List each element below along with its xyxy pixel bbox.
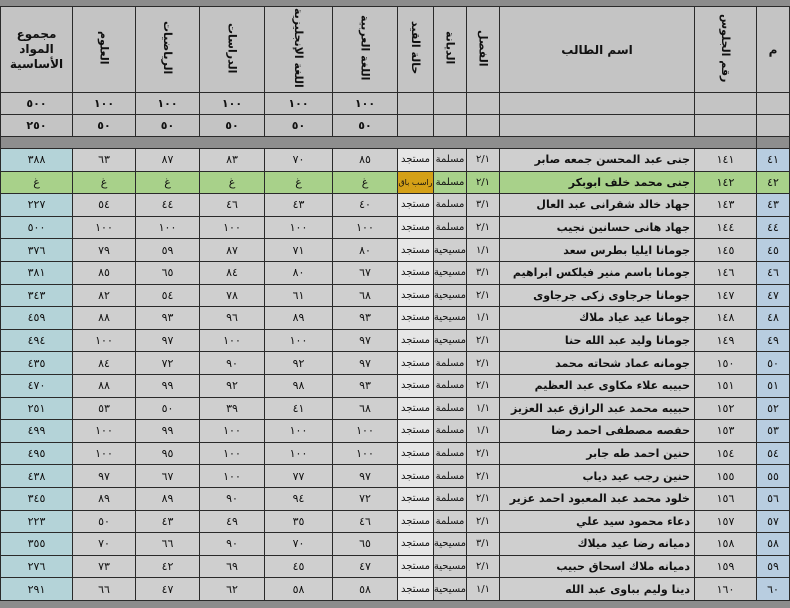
score-math: ٩٥ — [136, 442, 200, 465]
header-math: الرياضيات — [136, 7, 200, 93]
score-social-studies: ٧٨ — [200, 284, 265, 307]
class: ٢/١ — [467, 329, 500, 352]
header-index: م — [757, 7, 790, 93]
student-name: دينا وليم بباوى عبد الله — [500, 578, 695, 601]
student-name: حبيبه علاء مكاوى عبد العظيم — [500, 374, 695, 397]
score-total: ٤٩٥ — [1, 442, 73, 465]
table-row — [1, 578, 790, 601]
score-english: ٦١ — [265, 284, 333, 307]
score-math: ٨٧ — [136, 149, 200, 172]
score-arabic: ٨٠ — [333, 239, 398, 262]
seat-number: ١٥٣ — [695, 420, 757, 443]
score-english: ٤١ — [265, 397, 333, 420]
score-social-studies: ٦٢ — [200, 578, 265, 601]
religion: مسلمة — [434, 420, 467, 443]
table-row — [1, 533, 790, 556]
enrollment-status: مستجد — [398, 533, 434, 556]
score-science: ٨٨ — [73, 307, 136, 330]
score-english: ٤٣ — [265, 194, 333, 217]
row-index: ٥١ — [757, 374, 790, 397]
score-total: ٤٣٥ — [1, 352, 73, 375]
seat-number: ١٦٠ — [695, 578, 757, 601]
score-arabic: ٦٨ — [333, 397, 398, 420]
score-social-studies: ١٠٠ — [200, 420, 265, 443]
score-total: ٣٥٥ — [1, 533, 73, 556]
header-arabic: اللغة العربية — [333, 7, 398, 93]
enrollment-status: مستجد — [398, 442, 434, 465]
score-social-studies: ٤٦ — [200, 194, 265, 217]
table-row — [1, 374, 790, 397]
score-arabic: ٦٨ — [333, 284, 398, 307]
row-index: ٤٦ — [757, 261, 790, 284]
score-english: ٨٩ — [265, 307, 333, 330]
enrollment-status: مستجد — [398, 578, 434, 601]
header-seat-number: رقم الجلوس — [695, 7, 757, 93]
student-name: جومانا وليد عبد الله حنا — [500, 329, 695, 352]
score-math: ٦٥ — [136, 261, 200, 284]
table-row — [1, 487, 790, 510]
religion: مسيحية — [434, 261, 467, 284]
table-row — [1, 307, 790, 330]
class: ٢/١ — [467, 374, 500, 397]
score-science: ١٠٠ — [73, 216, 136, 239]
score-english: ٤٥ — [265, 555, 333, 578]
score-math: ٨٩ — [136, 487, 200, 510]
enrollment-status: مستجد — [398, 329, 434, 352]
row-index: ٥٣ — [757, 420, 790, 443]
score-social-studies: ٤٩ — [200, 510, 265, 533]
table-row — [1, 239, 790, 262]
religion: مسيحية — [434, 578, 467, 601]
enrollment-status: مستجد — [398, 397, 434, 420]
student-name: جنى محمد خلف ابوبكر — [500, 171, 695, 194]
religion: مسلمة — [434, 487, 467, 510]
score-social-studies: ١٠٠ — [200, 442, 265, 465]
score-arabic: ١٠٠ — [333, 420, 398, 443]
enrollment-status: مستجد — [398, 352, 434, 375]
score-social-studies: ٨٤ — [200, 261, 265, 284]
enrollment-status: مستجد — [398, 307, 434, 330]
class: ٣/١ — [467, 261, 500, 284]
enrollment-status: مستجد — [398, 239, 434, 262]
score-science: ٨٤ — [73, 352, 136, 375]
class: ١/١ — [467, 578, 500, 601]
score-science: ٨٩ — [73, 487, 136, 510]
seat-number: ١٤٣ — [695, 194, 757, 217]
score-science: ٧٩ — [73, 239, 136, 262]
student-name: جومانا باسم منير فيلكس ابراهيم — [500, 261, 695, 284]
seat-number: ١٥٤ — [695, 442, 757, 465]
score-social-studies: ٨٧ — [200, 239, 265, 262]
score-total: ٤٥٩ — [1, 307, 73, 330]
score-science: ١٠٠ — [73, 329, 136, 352]
table-row — [1, 442, 790, 465]
class: ٢/١ — [467, 149, 500, 172]
score-english: ٧١ — [265, 239, 333, 262]
row-index: ٥٩ — [757, 555, 790, 578]
score-arabic: ٦٥ — [333, 533, 398, 556]
max-social-studies: ١٠٠ — [200, 93, 265, 115]
score-english: ١٠٠ — [265, 329, 333, 352]
score-social-studies: ٩٠ — [200, 487, 265, 510]
seat-number: ١٥٠ — [695, 352, 757, 375]
score-total: ٢٢٧ — [1, 194, 73, 217]
score-math: ٥٠ — [136, 397, 200, 420]
score-math: ٤٤ — [136, 194, 200, 217]
score-arabic: ٩٧ — [333, 465, 398, 488]
max-math: ١٠٠ — [136, 93, 200, 115]
religion: مسلمة — [434, 510, 467, 533]
score-english: ٧٧ — [265, 465, 333, 488]
row-index: ٥٨ — [757, 533, 790, 556]
score-total: ٢٥١ — [1, 397, 73, 420]
score-math: ٩٩ — [136, 420, 200, 443]
score-social-studies: ١٠٠ — [200, 216, 265, 239]
pass-science: ٥٠ — [73, 115, 136, 137]
student-name: دميانه ملاك اسحاق حبيب — [500, 555, 695, 578]
score-math: غ — [136, 171, 200, 194]
class: ٢/١ — [467, 555, 500, 578]
row-index: ٤٩ — [757, 329, 790, 352]
table-row — [1, 465, 790, 488]
max-english: ١٠٠ — [265, 93, 333, 115]
religion: مسلمة — [434, 171, 467, 194]
pass-math: ٥٠ — [136, 115, 200, 137]
table-row — [1, 261, 790, 284]
class: ١/١ — [467, 239, 500, 262]
score-total: ٣٤٣ — [1, 284, 73, 307]
score-science: ٧٠ — [73, 533, 136, 556]
enrollment-status: مستجد — [398, 510, 434, 533]
score-science: ٥٣ — [73, 397, 136, 420]
row-index: ٦٠ — [757, 578, 790, 601]
row-index: ٤٥ — [757, 239, 790, 262]
class: ٢/١ — [467, 487, 500, 510]
table-row — [1, 555, 790, 578]
score-social-studies: ٦٩ — [200, 555, 265, 578]
student-name: جهاد هانى حسانين نجيب — [500, 216, 695, 239]
religion: مسلمة — [434, 149, 467, 172]
max-arabic: ١٠٠ — [333, 93, 398, 115]
class: ٢/١ — [467, 171, 500, 194]
religion: مسلمة — [434, 374, 467, 397]
student-name: حنين رجب عيد دياب — [500, 465, 695, 488]
score-science: ٦٣ — [73, 149, 136, 172]
table-row — [1, 284, 790, 307]
score-social-studies: ٩٢ — [200, 374, 265, 397]
seat-number: ١٥١ — [695, 374, 757, 397]
score-social-studies: غ — [200, 171, 265, 194]
row-index: ٥٧ — [757, 510, 790, 533]
score-science: ٥٠ — [73, 510, 136, 533]
class: ٢/١ — [467, 510, 500, 533]
score-arabic: ٨٥ — [333, 149, 398, 172]
score-total: ٥٠٠ — [1, 216, 73, 239]
row-index: ٥٤ — [757, 442, 790, 465]
score-english: ٥٨ — [265, 578, 333, 601]
score-english: ١٠٠ — [265, 442, 333, 465]
score-arabic: ٩٣ — [333, 307, 398, 330]
header-social-studies: الدراسات — [200, 7, 265, 93]
enrollment-status: راسب باق — [398, 171, 434, 194]
table-row — [1, 352, 790, 375]
seat-number: ١٤٢ — [695, 171, 757, 194]
table-row — [1, 194, 790, 217]
religion: مسيحية — [434, 239, 467, 262]
class: ٢/١ — [467, 216, 500, 239]
class: ٢/١ — [467, 284, 500, 307]
header-science: العلوم — [73, 7, 136, 93]
row-index: ٥٥ — [757, 465, 790, 488]
student-name: جومانا ايليا بطرس سعد — [500, 239, 695, 262]
score-social-studies: ٨٣ — [200, 149, 265, 172]
enrollment-status: مستجد — [398, 465, 434, 488]
score-arabic: ٧٢ — [333, 487, 398, 510]
score-math: ٩٩ — [136, 374, 200, 397]
enrollment-status: مستجد — [398, 216, 434, 239]
enrollment-status: مستجد — [398, 194, 434, 217]
score-arabic: ٩٣ — [333, 374, 398, 397]
row-index: ٤٧ — [757, 284, 790, 307]
seat-number: ١٤٤ — [695, 216, 757, 239]
enrollment-status: مستجد — [398, 261, 434, 284]
religion: مسيحية — [434, 307, 467, 330]
row-index: ٤٣ — [757, 194, 790, 217]
enrollment-status: مستجد — [398, 555, 434, 578]
header-total: مجموع المواد الأساسية — [1, 7, 73, 93]
score-social-studies: ٣٩ — [200, 397, 265, 420]
score-social-studies: ٩٦ — [200, 307, 265, 330]
score-english: ١٠٠ — [265, 420, 333, 443]
score-arabic: ٩٧ — [333, 352, 398, 375]
class: ٢/١ — [467, 352, 500, 375]
seat-number: ١٥٨ — [695, 533, 757, 556]
row-index: ٥٦ — [757, 487, 790, 510]
score-arabic: ٥٨ — [333, 578, 398, 601]
score-arabic: ٦٧ — [333, 261, 398, 284]
score-social-studies: ٩٠ — [200, 352, 265, 375]
score-arabic: ٤٧ — [333, 555, 398, 578]
score-math: ٤٧ — [136, 578, 200, 601]
score-arabic: ٤٦ — [333, 510, 398, 533]
pass-social-studies: ٥٠ — [200, 115, 265, 137]
header-english: اللغة الإنجليزية — [265, 7, 333, 93]
seat-number: ١٥٩ — [695, 555, 757, 578]
score-english: ٩٢ — [265, 352, 333, 375]
student-name: حفصه مصطفى احمد رضا — [500, 420, 695, 443]
student-name: حنين احمد طه جابر — [500, 442, 695, 465]
table-row — [1, 397, 790, 420]
header-class: الفصل — [467, 7, 500, 93]
score-total: غ — [1, 171, 73, 194]
religion: مسيحية — [434, 284, 467, 307]
score-science: ٨٥ — [73, 261, 136, 284]
pass-english: ٥٠ — [265, 115, 333, 137]
header-gap — [1, 137, 790, 149]
religion: مسلمة — [434, 397, 467, 420]
score-science: ١٠٠ — [73, 442, 136, 465]
student-name: جومانا عيد عياد ملاك — [500, 307, 695, 330]
score-total: ٢٧٦ — [1, 555, 73, 578]
row-index: ٤٢ — [757, 171, 790, 194]
class: ١/١ — [467, 420, 500, 443]
score-arabic: غ — [333, 171, 398, 194]
score-science: ٦٦ — [73, 578, 136, 601]
row-index: ٥٢ — [757, 397, 790, 420]
class: ١/١ — [467, 307, 500, 330]
score-science: ٥٤ — [73, 194, 136, 217]
row-index: ٤١ — [757, 149, 790, 172]
student-name: جومانه عماد شحاته محمد — [500, 352, 695, 375]
header-religion: الديانة — [434, 7, 467, 93]
religion: مسلمة — [434, 442, 467, 465]
row-index: ٥٠ — [757, 352, 790, 375]
table-row — [1, 216, 790, 239]
seat-number: ١٤٧ — [695, 284, 757, 307]
row-index: ٤٨ — [757, 307, 790, 330]
score-total: ٤٣٨ — [1, 465, 73, 488]
seat-number: ١٥٢ — [695, 397, 757, 420]
score-science: غ — [73, 171, 136, 194]
score-math: ٦٦ — [136, 533, 200, 556]
class: ٢/١ — [467, 442, 500, 465]
score-science: ٨٨ — [73, 374, 136, 397]
class: ٣/١ — [467, 533, 500, 556]
pass-scores-row — [1, 115, 790, 137]
score-english: غ — [265, 171, 333, 194]
enrollment-status: مستجد — [398, 284, 434, 307]
enrollment-status: مستجد — [398, 149, 434, 172]
religion: مسيحية — [434, 329, 467, 352]
pass-total: ٢٥٠ — [1, 115, 73, 137]
score-math: ٤٣ — [136, 510, 200, 533]
class: ١/١ — [467, 397, 500, 420]
student-name: جهاد خالد شقرانى عبد العال — [500, 194, 695, 217]
score-math: ٩٧ — [136, 329, 200, 352]
score-math: ٤٢ — [136, 555, 200, 578]
score-total: ٤٩٤ — [1, 329, 73, 352]
max-science: ١٠٠ — [73, 93, 136, 115]
seat-number: ١٥٦ — [695, 487, 757, 510]
header-status: حالة القيد — [398, 7, 434, 93]
enrollment-status: مستجد — [398, 374, 434, 397]
score-social-studies: ١٠٠ — [200, 329, 265, 352]
score-arabic: ١٠٠ — [333, 442, 398, 465]
score-total: ٣٧٦ — [1, 239, 73, 262]
class: ٢/١ — [467, 465, 500, 488]
religion: مسلمة — [434, 465, 467, 488]
seat-number: ١٤٦ — [695, 261, 757, 284]
grades-sheet — [0, 6, 790, 601]
header-student-name: اسم الطالب — [500, 7, 695, 93]
score-social-studies: ١٠٠ — [200, 465, 265, 488]
score-english: ٣٥ — [265, 510, 333, 533]
pass-arabic: ٥٠ — [333, 115, 398, 137]
table-row — [1, 171, 790, 194]
score-math: ٦٧ — [136, 465, 200, 488]
enrollment-status: مستجد — [398, 487, 434, 510]
score-math: ٥٩ — [136, 239, 200, 262]
student-name: جومانا جرجاوى زكى جرجاوى — [500, 284, 695, 307]
religion: مسيحية — [434, 555, 467, 578]
table-row — [1, 510, 790, 533]
table-row — [1, 329, 790, 352]
score-english: ٧٠ — [265, 533, 333, 556]
score-math: ١٠٠ — [136, 216, 200, 239]
score-english: ١٠٠ — [265, 216, 333, 239]
score-total: ٣٤٥ — [1, 487, 73, 510]
seat-number: ١٤٨ — [695, 307, 757, 330]
table-row — [1, 149, 790, 172]
seat-number: ١٤٥ — [695, 239, 757, 262]
score-total: ٢٢٣ — [1, 510, 73, 533]
score-total: ٣٨١ — [1, 261, 73, 284]
max-scores-row — [1, 93, 790, 115]
score-total: ٤٧٠ — [1, 374, 73, 397]
seat-number: ١٥٧ — [695, 510, 757, 533]
score-social-studies: ٩٠ — [200, 533, 265, 556]
enrollment-status: مستجد — [398, 420, 434, 443]
score-english: ٩٤ — [265, 487, 333, 510]
score-math: ٧٢ — [136, 352, 200, 375]
religion: مسلمة — [434, 352, 467, 375]
score-english: ٨٠ — [265, 261, 333, 284]
religion: مسيحية — [434, 533, 467, 556]
student-name: حبيبه محمد عبد الرازق عبد العزيز — [500, 397, 695, 420]
score-science: ١٠٠ — [73, 420, 136, 443]
score-science: ٩٧ — [73, 465, 136, 488]
score-total: ٢٩١ — [1, 578, 73, 601]
score-total: ٣٨٨ — [1, 149, 73, 172]
student-name: خلود محمد عبد المعبود احمد عزير — [500, 487, 695, 510]
seat-number: ١٤١ — [695, 149, 757, 172]
score-english: ٩٨ — [265, 374, 333, 397]
religion: مسلمة — [434, 194, 467, 217]
table-row — [1, 420, 790, 443]
student-name: دميانه رضا عيد ميلاك — [500, 533, 695, 556]
max-total: ٥٠٠ — [1, 93, 73, 115]
seat-number: ١٥٥ — [695, 465, 757, 488]
score-science: ٧٣ — [73, 555, 136, 578]
student-name: جنى عبد المحسن جمعه صابر — [500, 149, 695, 172]
score-math: ٩٣ — [136, 307, 200, 330]
score-math: ٥٤ — [136, 284, 200, 307]
score-arabic: ٩٧ — [333, 329, 398, 352]
score-total: ٤٩٩ — [1, 420, 73, 443]
score-english: ٧٠ — [265, 149, 333, 172]
student-name: دعاء محمود سيد علي — [500, 510, 695, 533]
score-science: ٨٢ — [73, 284, 136, 307]
seat-number: ١٤٩ — [695, 329, 757, 352]
religion: مسلمة — [434, 216, 467, 239]
class: ٣/١ — [467, 194, 500, 217]
score-arabic: ٤٠ — [333, 194, 398, 217]
row-index: ٤٤ — [757, 216, 790, 239]
score-arabic: ١٠٠ — [333, 216, 398, 239]
